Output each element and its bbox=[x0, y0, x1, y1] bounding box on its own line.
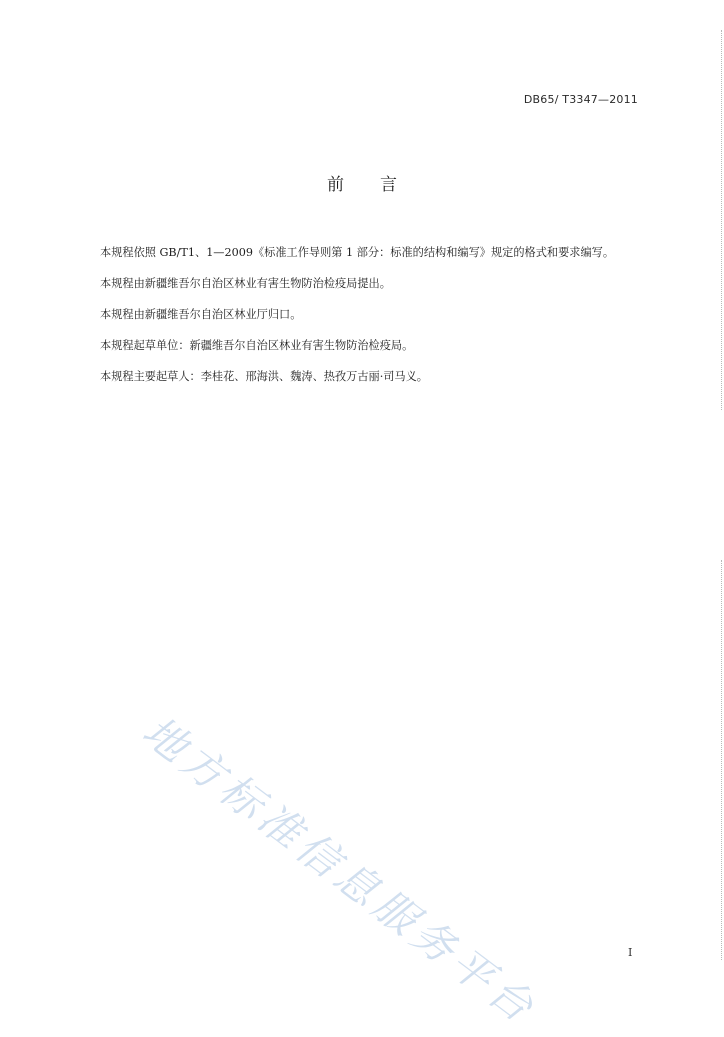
paragraph-administrator: 本规程由新疆维吾尔自治区林业厅归口。 bbox=[100, 308, 302, 321]
paragraph-drafters: 本规程主要起草人：李桂花、邢海洪、魏涛、热孜万古丽·司马义。 bbox=[100, 370, 428, 383]
watermark: 地方标准信息服务平台 bbox=[133, 706, 547, 1035]
scan-edge-bottom bbox=[720, 560, 722, 960]
paragraph-proposer: 本规程由新疆维吾尔自治区林业有害生物防治检疫局提出。 bbox=[100, 277, 391, 290]
document-body bbox=[78, 238, 648, 394]
document-code: DB65/ T3347—2011 bbox=[523, 93, 638, 106]
paragraph-format-basis: 本规程依照 GB/T1、1—2009《标准工作导则第 1 部分：标准的结构和编写》规定的格式和要求编写。 bbox=[100, 246, 615, 259]
page-number: I bbox=[628, 946, 633, 959]
scan-edge-top bbox=[720, 30, 722, 410]
paragraph-drafting-unit: 本规程起草单位：新疆维吾尔自治区林业有害生物防治检疫局。 bbox=[100, 339, 414, 352]
section-title: 前言 bbox=[327, 175, 433, 195]
